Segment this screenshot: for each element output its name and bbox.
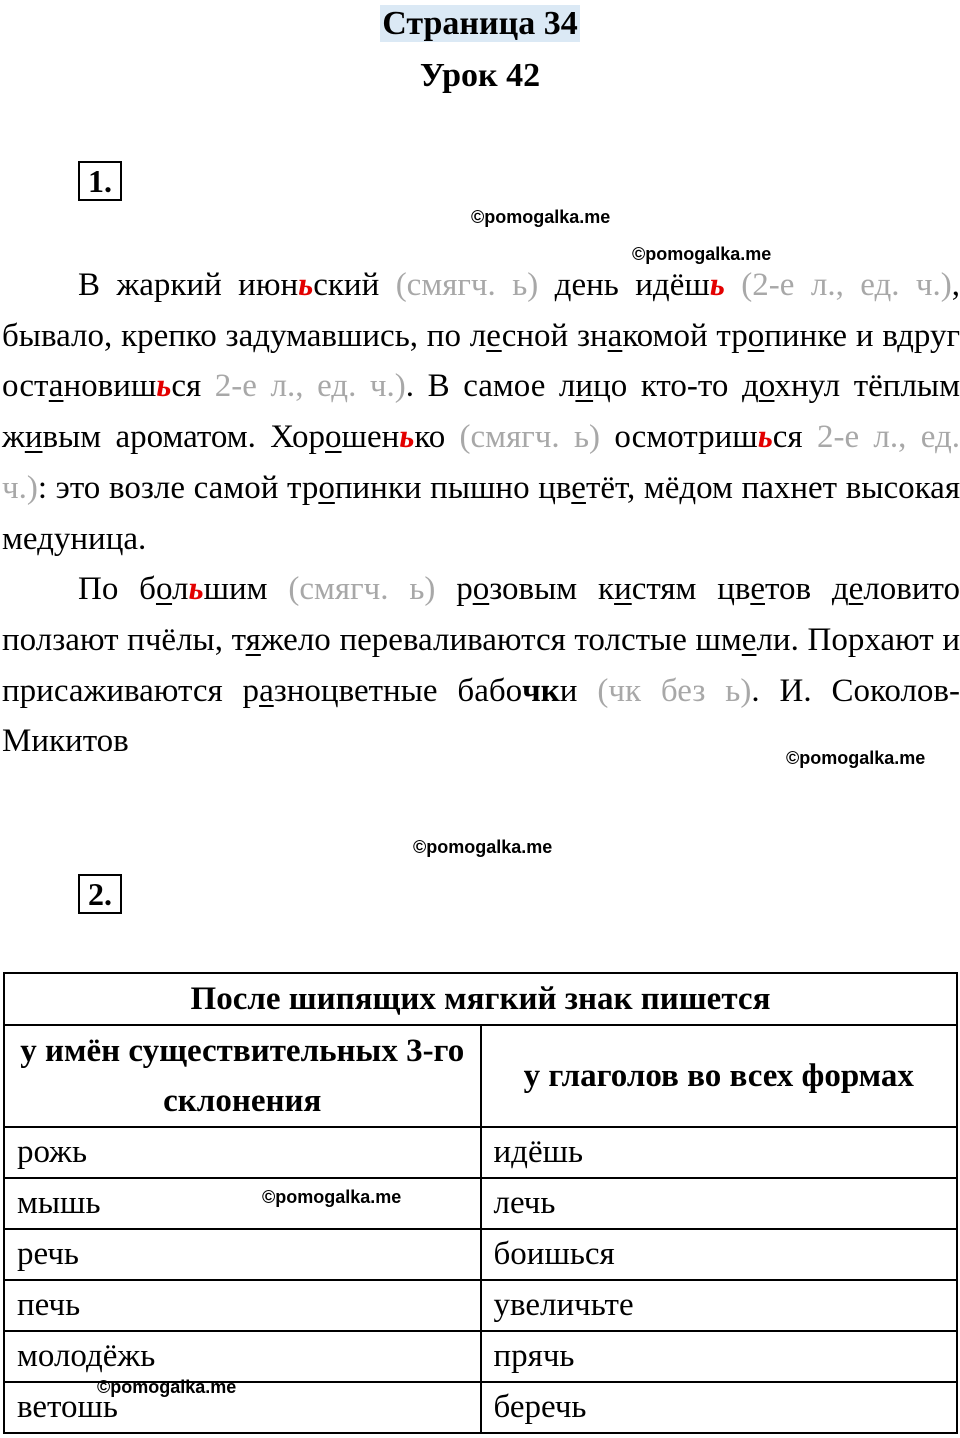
table-row xyxy=(4,1127,957,1178)
note: (смягч. ь) xyxy=(288,571,436,608)
note: (2-е л., ед. ч.) xyxy=(741,267,952,303)
table-title: После шипящих мягкий знак пишется xyxy=(4,973,957,1025)
watermark: ©pomogalka.me xyxy=(632,244,772,264)
watermark: ©pomogalka.me xyxy=(786,748,926,768)
watermark: ©pomogalka.me xyxy=(471,207,611,227)
note: 2-е л., ед. ч.) xyxy=(214,368,406,405)
page-title-text: Страница 34 xyxy=(382,5,578,42)
noun-cell: рожь xyxy=(4,1127,481,1178)
watermark: ©pomogalka.me xyxy=(97,1377,237,1397)
column-header-verbs: у глаголов во всех формах xyxy=(481,1025,958,1127)
task-2-number: 2. xyxy=(78,874,122,914)
paragraph-1: В жаркий июньский (смягч. ь) день идёшь (2-е л., ед. ч.), бывало, крепко задумавшись, по лесной знакомой тропинке и вдруг остановишься 2-е л., ед. ч.). В самое лицо кто-то дохнул тёплым живым ароматом. Хорошенько (смягч. ь) осмотришься 2-е л., ед. ч.): это возле самой тропинки пышно цветёт, мёдом пахнет высокая медуница. xyxy=(2,267,960,557)
verb-cell: прячь xyxy=(481,1331,958,1382)
page-title xyxy=(0,4,960,44)
verb-cell: идёшь xyxy=(481,1127,958,1178)
task-1-text xyxy=(2,260,960,767)
verb-cell: увеличьте xyxy=(481,1280,958,1331)
column-header-nouns: у имён существительных 3-го склонения xyxy=(4,1025,481,1127)
noun-cell: молодёжь xyxy=(4,1331,481,1382)
note: (чк без ь) xyxy=(597,672,752,709)
noun-cell: ветошь xyxy=(4,1382,481,1433)
task-1-number: 1. xyxy=(78,161,122,201)
soft-sign-table xyxy=(3,972,958,1434)
verb-cell: лечь xyxy=(481,1178,958,1229)
verb-cell: беречь xyxy=(481,1382,958,1433)
table-row xyxy=(4,1331,957,1382)
note: 2-е л., ед. ч.) xyxy=(2,419,960,506)
noun-cell: мышь xyxy=(4,1178,481,1229)
note: (смягч. ь) xyxy=(395,267,539,303)
noun-cell: печь xyxy=(4,1280,481,1331)
table-row xyxy=(4,1280,957,1331)
lesson-title: Урок 42 xyxy=(419,57,541,94)
verb-cell: боишься xyxy=(481,1229,958,1280)
table-row xyxy=(4,1229,957,1280)
watermark: ©pomogalka.me xyxy=(262,1187,402,1207)
table-row xyxy=(4,1178,957,1229)
watermark: ©pomogalka.me xyxy=(413,837,553,857)
noun-cell: речь xyxy=(4,1229,481,1280)
paragraph-2: По большим (смягч. ь) розовым кистям цветов деловито ползают пчёлы, тяжело переваливаются толстые шмели. Порхают и присаживаются разноцветные бабочки (чк без ь). И. Соколов-Микитов xyxy=(2,571,960,760)
note: (смягч. ь) xyxy=(459,419,601,456)
